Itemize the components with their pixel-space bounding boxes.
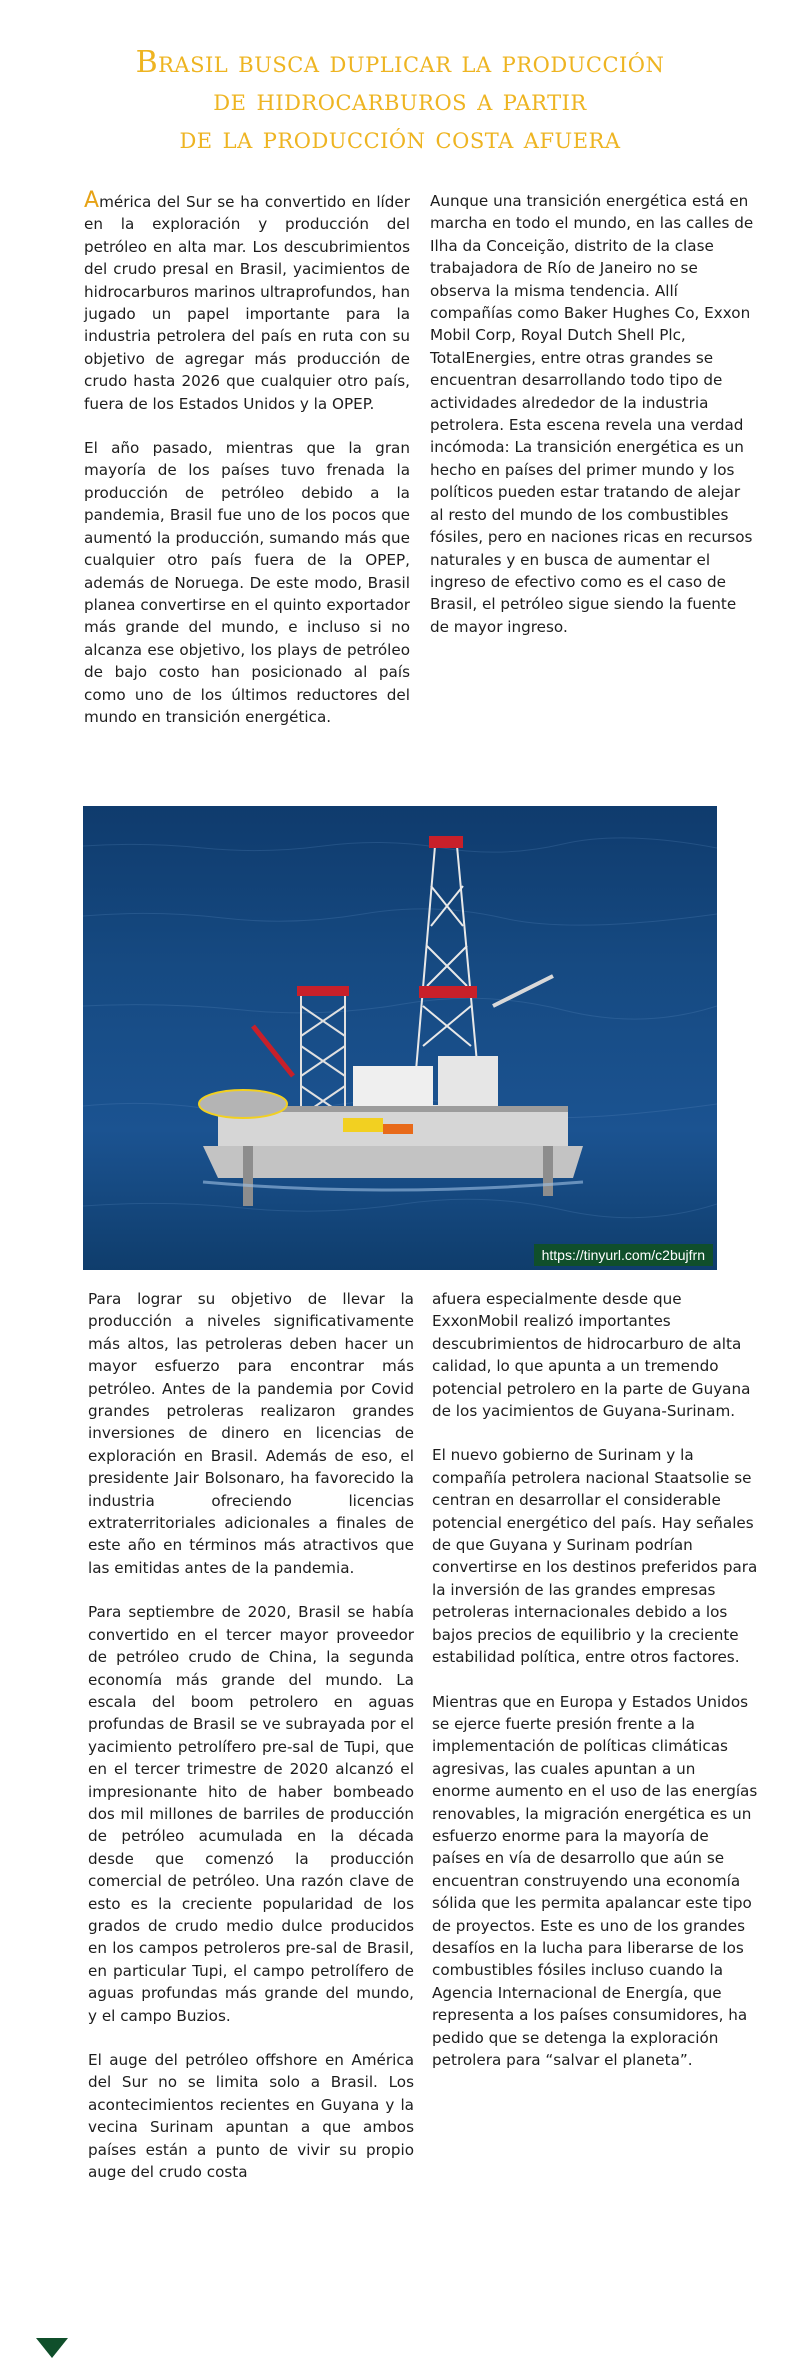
paragraph-2-1: Aunque una transición energética está en marcha en todo el mundo, en las calles de Ilha da Conceição, distrito de la clase trabajadora de Río de Janeiro no se observa la misma tendencia. Allí compañías como Baker Hughes Co, Exxon Mobil Corp, Royal Dutch Shell Plc, TotalEnergies, entre otras grandes se encuentran desarrollando todo tipo de actividades alrededor de la industria petrolera. Esta escena revela una verdad incómoda: La transición energética es un hecho en países del primer mundo y los políticos pueden estar tratando de alejar al resto del mundo de los combustibles fósiles, pero en naciones ricas en recursos naturales y en busca de aumentar el ingreso de efectivo como es el caso de Brasil, el petróleo sigue siendo la fuente de mayor ingreso. [430,192,754,636]
paragraph-1-2: El año pasado, mientras que la gran mayoría de los países tuvo frenada la producción de petróleo debido a la pandemia, Brasil fue uno de los pocos que aumentó la producción, sumando más que cualquier otro país fuera de la OPEP, además de Noruega. De este modo, Brasil planea convertirse en el quinto exportador más grande del mundo, e incluso si no alcanza ese objetivo, los plays de petróleo de bajo costo han posicionado al país como uno de los últimos reductores del mundo en transición energética. [84,439,410,726]
column-1 [84,190,410,750]
column-4 [432,1288,758,2093]
oil-rig-photo [83,806,717,1270]
page-arrow-icon [36,2338,68,2358]
column-2 [430,190,756,660]
paragraph-3-2: Para septiembre de 2020, Brasil se había convertido en el tercer mayor proveedor de petróleo crudo de China, la segunda economía más grande del mundo. La escala del boom petrolero en aguas profundas de Brasil se ve subrayada por el yacimiento petrolífero pre-sal de Tupi, que en el tercer trimestre de 2020 alcanzó el impresionante hito de haber bombeado dos mil millones de barriles de producción de petróleo acumulada en la década desde que comenzó la producción comercial de petróleo. Una razón clave de esto es la creciente popularidad de los grados de crudo medio dulce producidos en los campos petroleros pre-sal de Brasil, en particular Tupi, el campo petrolífero de aguas profundas más grande del mundo, y el campo Buzios. [88,1603,414,2025]
paragraph-4-2: El nuevo gobierno de Surinam y la compañía petrolera nacional Staatsolie se centran en desarrollar el considerable potencial energético del país. Hay señales de que Guyana y Surinam podrían convertirse en los destinos preferidos para la inversión de las grandes empresas petroleras internacionales debido a los bajos precios de equilibrio y la creciente estabilidad política, entre otros factores. [432,1446,758,1667]
drop-cap: A [84,188,100,213]
title-line-1: Brasil busca duplicar la producción [135,45,665,80]
title-line-3: de la producción costa afuera [179,121,621,156]
oil-rig-illustration [83,806,717,1270]
paragraph-4-1: afuera especialmente desde que ExxonMobil realizó importantes descubrimientos de hidrocarburo de alta calidad, lo que apunta a un tremendo potencial petrolero en la parte de Guyana de los yacimientos de Guyana-Surinam. [432,1290,751,1421]
photo-caption-link[interactable]: https://tinyurl.com/c2bujfrn [534,1244,713,1266]
article-title [60,44,740,158]
paragraph-3-3: El auge del petróleo offshore en América del Sur no se limita solo a Brasil. Los acontecimientos recientes en Guyana y la vecina Surinam apuntan a que ambos países están a punto de vivir su propio auge del crudo costa [88,2051,414,2182]
paragraph-1-1 [84,190,410,415]
paragraph-4-3: Mientras que en Europa y Estados Unidos se ejerce fuerte presión frente a la implementación de políticas climáticas agresivas, las cuales apuntan a un enorme aumento en el uso de las energías renovables, la migración energética es un esfuerzo enorme para la mayoría de países en vía de desarrollo que aún se encuentran construyendo una economía sólida que les permita apalancar este tipo de proyectos. Este es uno de los grandes desafíos en la lucha para liberarse de los combustibles fósiles incluso cuando la Agencia Internacional de Energía, que representa a los países consumidores, ha pedido que se detenga la exploración petrolera para “salvar el planeta”. [432,1692,758,2069]
title-line-2: de hidrocarburos a partir [213,83,587,118]
paragraph-3-1: Para lograr su objetivo de llevar la producción a niveles significativamente más altos, las petroleras deben hacer un mayor esfuerzo para encontrar más petróleo. Antes de la pandemia por Covid grandes petroleras realizaron grandes inversiones de dinero en licencias de exploración en Brasil. Además de eso, el presidente Jair Bolsonaro, ha favorecido la industria ofreciendo licencias extraterritoriales adicionales a finales de este año en términos más atractivos que las emitidas antes de la pandemia. [88,1290,414,1577]
paragraph-1-1-text: mérica del Sur se ha convertido en líder en la exploración y producción del petróleo en alta mar. Los descubrimientos del crudo presal en Brasil, yacimientos de hidrocarburos marinos ultraprofundos, han jugado un papel importante para la industria petrolera del país en ruta con su objetivo de agregar más producción de crudo hasta 2026 que cualquier otro país, fuera de los Estados Unidos y la OPEP. [84,193,410,413]
column-3 [88,1288,414,2205]
